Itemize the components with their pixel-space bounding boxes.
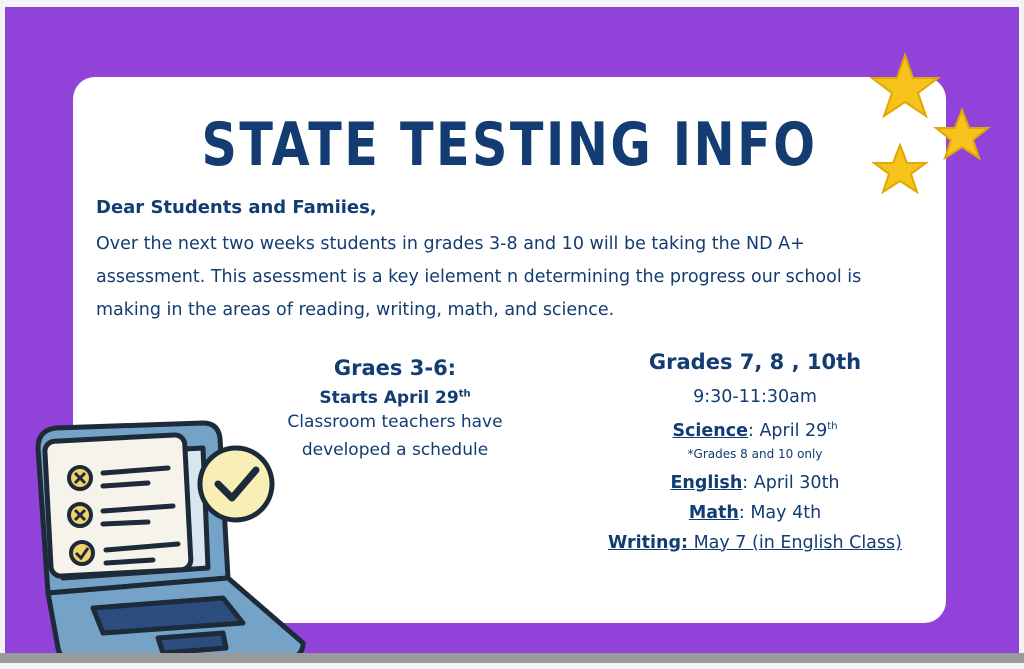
checkmark-icon bbox=[200, 448, 272, 520]
english-date: English: April 30th bbox=[670, 472, 840, 493]
star-icon bbox=[936, 110, 988, 158]
math-date: Math: May 4th bbox=[688, 502, 822, 523]
section-heading: Grades 7, 8 , 10th bbox=[648, 350, 862, 374]
checkmark-icon bbox=[71, 542, 93, 564]
star-icon bbox=[872, 55, 938, 116]
schedule-note-line1: Classroom teachers have bbox=[287, 412, 503, 432]
start-date: Starts April 29th bbox=[319, 388, 471, 408]
grades-7-8-10-section bbox=[560, 350, 950, 558]
stars-decoration bbox=[860, 50, 1010, 210]
horizontal-scrollbar[interactable] bbox=[0, 653, 1024, 663]
science-note: *Grades 8 and 10 only bbox=[687, 446, 823, 461]
intro-paragraph: Over the next two weeks students in grades 3-8 and 10 will be taking the ND A+ assessment. This asessment is a key ielement n determining the progress our school is making in the areas of reading, writing, math, and science. bbox=[96, 234, 862, 320]
time-range: 9:30-11:30am bbox=[693, 387, 817, 407]
schedule-note-line2: developed a schedule bbox=[301, 440, 489, 460]
writing-date: Writing: May 7 (in English Class) bbox=[608, 532, 902, 553]
greeting: Dear Students and Famiies, bbox=[96, 197, 377, 218]
page-title: STATE TESTING INFO bbox=[201, 110, 818, 180]
section-heading: Graes 3-6: bbox=[333, 356, 457, 380]
star-icon bbox=[874, 145, 926, 192]
laptop-checklist-icon bbox=[18, 418, 318, 663]
science-date: Science: April 29th bbox=[672, 420, 838, 441]
